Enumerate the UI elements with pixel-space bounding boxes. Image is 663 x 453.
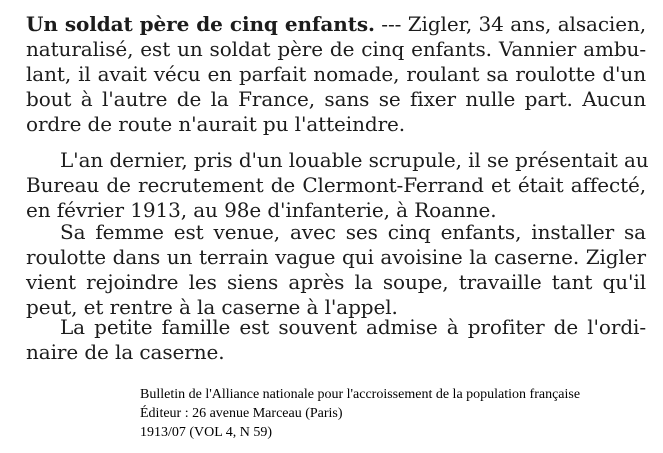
paragraph-4-line-2: naire de la caserne.: [26, 340, 225, 364]
caption-publication: Bulletin de l'Alliance nationale pour l'accroissement de la population française: [140, 387, 581, 402]
paragraph-3-line-3: vient rejoindre les siens après la soupe, travaille tant qu'il: [26, 270, 646, 294]
paragraph-2-line-2: Bureau de recrutement de Clermont-Ferrand et était affecté,: [26, 173, 646, 197]
paragraph-4: [26, 315, 646, 365]
paragraph-1: [26, 12, 646, 137]
caption-publisher: Éditeur : 26 avenue Marceau (Paris): [140, 406, 343, 421]
paragraph-3-line-4: peut, et rentre à la caserne à l'appel.: [26, 295, 398, 319]
paragraph-1-line-1: [26, 12, 646, 37]
paragraph-3: [26, 220, 646, 320]
paragraph-2: [26, 148, 649, 223]
paragraph-4-line-1: La petite famille est souvent admise à profiter de l'ordi-: [60, 315, 646, 339]
paragraph-1-line-3: lant, il avait vécu en parfait nomade, roulant sa roulotte d'un: [26, 62, 646, 86]
caption-issue: 1913/07 (VOL 4, N 59): [140, 425, 273, 440]
paragraph-1-line-1-text: --- Zigler, 34 ans, alsacien,: [374, 12, 646, 36]
paragraph-3-line-1: Sa femme est venue, avec ses cinq enfants, installer sa: [60, 220, 646, 244]
paragraph-1-line-4: bout à l'autre de la France, sans se fixer nulle part. Aucun: [26, 87, 646, 111]
source-caption: [140, 385, 660, 442]
paragraph-2-line-1: L'an dernier, pris d'un louable scrupule, il se présentait au: [60, 148, 649, 172]
paragraph-1-line-5: ordre de route n'aurait pu l'atteindre.: [26, 112, 406, 136]
paragraph-1-line-2: naturalisé, est un soldat père de cinq enfants. Vannier ambu-: [26, 37, 646, 61]
paragraph-2-line-3: en février 1913, au 98e d'infanterie, à Roanne.: [26, 198, 497, 222]
paragraph-3-line-2: roulotte dans un terrain vague qui avoisine la caserne. Zigler: [26, 245, 646, 269]
article-heading: Un soldat père de cinq enfants.: [26, 12, 375, 36]
